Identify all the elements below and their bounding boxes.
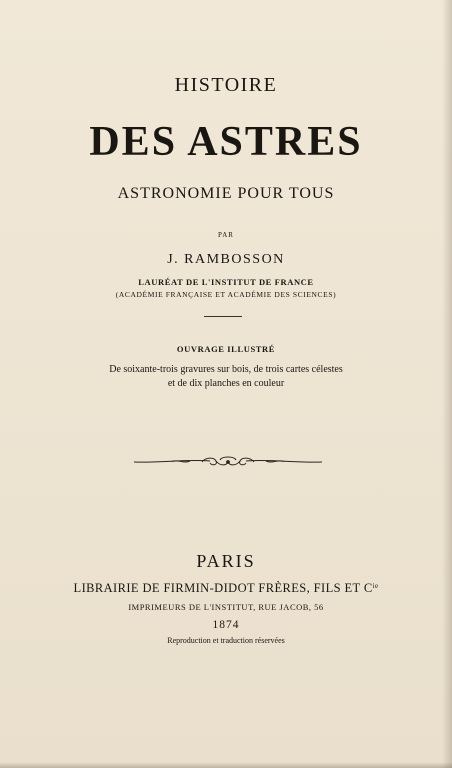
publisher-superscript: ie: [372, 582, 379, 590]
short-divider-rule: [204, 316, 242, 317]
illustration-description-line1: De soixante-trois gravures sur bois, de trois cartes célestes: [109, 364, 343, 375]
ornamental-divider-icon: [132, 454, 324, 470]
author-academies: (ACADÉMIE FRANÇAISE ET ACADÉMIE DES SCIENCES): [115, 290, 337, 299]
imprint-city: PARIS: [196, 551, 256, 571]
rights-notice: Reproduction et traduction réservées: [167, 636, 285, 645]
publisher-name: LIBRAIRIE DE FIRMIN-DIDOT FRÈRES, FILS ET C: [73, 581, 373, 595]
printer-address: IMPRIMEURS DE L'INSTITUT, RUE JACOB, 56: [128, 602, 324, 612]
page-edge-shadow: [442, 0, 452, 768]
title-line-des-astres: DES ASTRES: [89, 119, 363, 165]
byline-par: PAR: [218, 231, 234, 239]
publisher-line: [0, 581, 452, 596]
title-line-histoire: HISTOIRE: [174, 74, 278, 96]
author-name: J. RAMBOSSON: [167, 252, 285, 267]
publication-year: 1874: [212, 619, 240, 631]
subtitle: ASTRONOMIE POUR TOUS: [117, 185, 335, 202]
page-bottom-shadow: [0, 762, 452, 768]
author-credential: LAURÉAT DE L'INSTITUT DE FRANCE: [138, 277, 314, 287]
illustration-description-line2: et de dix planches en couleur: [167, 378, 285, 389]
illustration-heading: OUVRAGE ILLUSTRÉ: [176, 344, 276, 354]
